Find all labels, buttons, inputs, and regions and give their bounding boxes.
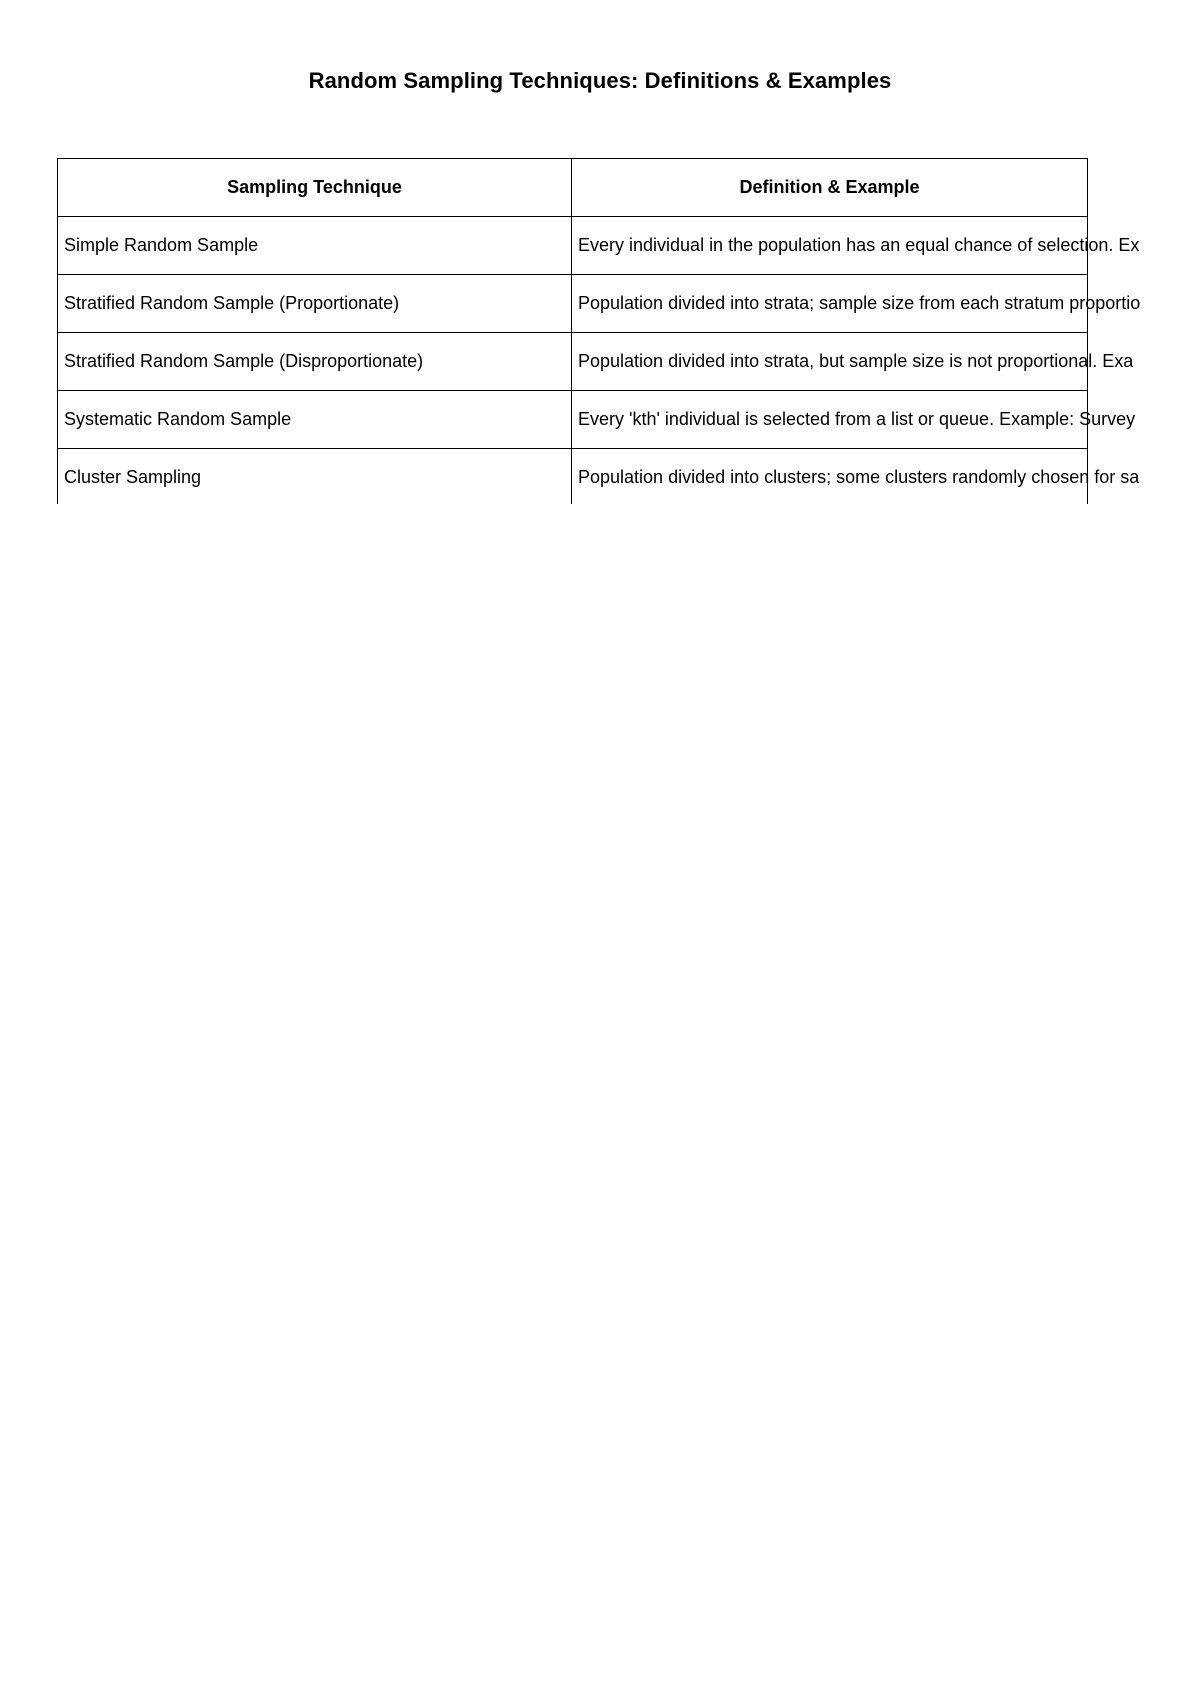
table-row [58,391,1088,449]
definition-cell: Population divided into strata; sample size from each stratum proportio [572,275,1088,333]
technique-cell: Simple Random Sample [58,217,572,275]
technique-cell: Cluster Sampling [58,449,572,505]
page-title: Random Sampling Techniques: Definitions & Examples [308,68,892,93]
definition-cell: Population divided into strata, but sample size is not proportional. Exa [572,333,1088,391]
definition-cell: Every 'kth' individual is selected from a list or queue. Example: Survey [572,391,1088,449]
table-row [58,275,1088,333]
table-row [58,449,1088,505]
table-header-row [58,159,1088,217]
technique-cell: Stratified Random Sample (Disproportionate) [58,333,572,391]
table-container [57,158,1200,504]
definition-cell: Every individual in the population has an equal chance of selection. Ex [572,217,1088,275]
technique-cell: Stratified Random Sample (Proportionate) [58,275,572,333]
table-row [58,217,1088,275]
column-header-technique: Sampling Technique [58,159,572,217]
technique-cell: Systematic Random Sample [58,391,572,449]
sampling-techniques-table [57,158,1141,504]
column-header-definition: Definition & Example [572,159,1088,217]
definition-cell: Population divided into clusters; some clusters randomly chosen for sa [572,449,1088,505]
table-row [58,333,1088,391]
